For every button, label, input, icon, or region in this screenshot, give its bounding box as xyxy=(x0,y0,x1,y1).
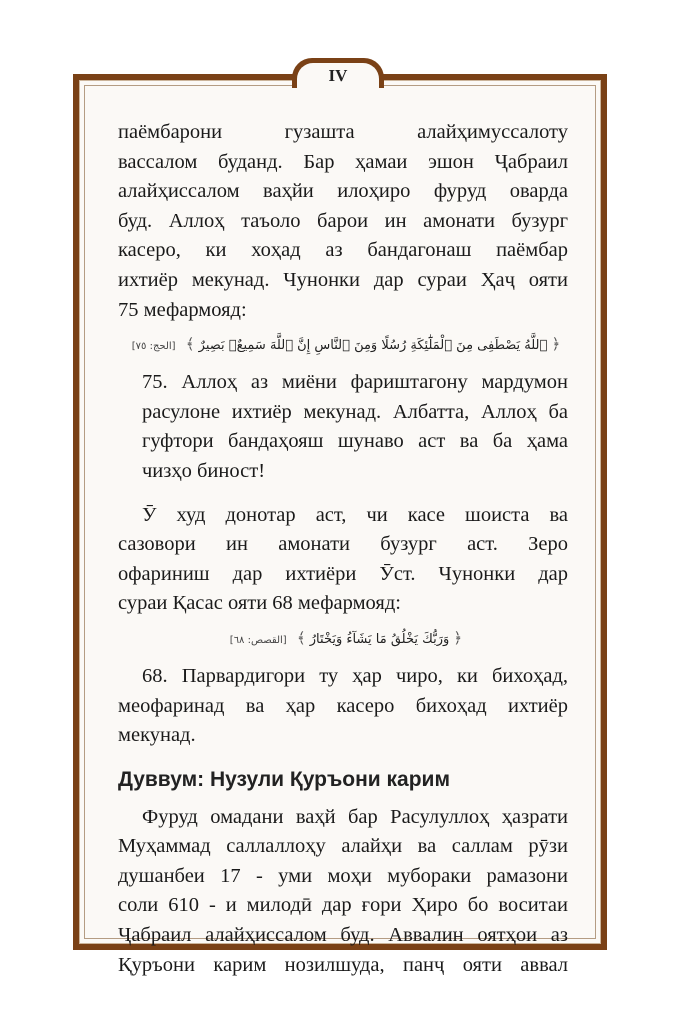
verse-reference: [الحج: ٧٥] xyxy=(131,341,176,353)
text-line: гуфтори бандаҳояш шунаво аст ва ба ҳама xyxy=(142,430,568,453)
paragraph-2 xyxy=(118,368,568,486)
verse-text: ٱللَّهُ يَصْطَفِى مِنَ ٱلْمَلَٰٓئِكَةِ رُسُلًا وَمِنَ ٱلنَّاسِ إِنَّ ٱللَّهَ سَمِيعٌۢ بَصِيرٌ xyxy=(198,338,548,354)
text-line: офариниш дар ихтиёри Ӯст. Чунонки дар xyxy=(118,562,568,585)
paragraph-4 xyxy=(118,662,568,751)
page-number: IV xyxy=(297,63,379,94)
ornament-open-icon: ﴿ xyxy=(551,335,561,354)
text-line: 75 мефармояд: xyxy=(118,298,247,321)
text-line: Муҳаммад саллаллоҳу алайҳи ва саллам рӯзи xyxy=(118,835,568,858)
text-line: 68. Парвардигори ту ҳар чиро, ки бихоҳад, xyxy=(142,664,568,687)
verse-reference: [القصص: ٦٨] xyxy=(229,634,287,646)
text-line: Қуръони карим нозилшуда, панҷ ояти аввал xyxy=(118,953,568,976)
page-content xyxy=(118,118,568,980)
quran-verse-qasas xyxy=(118,625,568,654)
ornament-close-icon: ﴾ xyxy=(296,628,306,647)
text-line: душанбеи 17 - уми моҳи муборaки рамазони xyxy=(118,864,568,887)
text-line: соли 610 - и милодӣ дар ғори Ҳиро бо воситаи xyxy=(118,894,568,917)
paragraph-1 xyxy=(118,118,568,325)
text-line: алайҳиссалом ваҳйи илоҳиро фуруд оварда xyxy=(118,180,568,203)
text-line: буд. Аллоҳ таъоло барои ин амонати бузург xyxy=(118,209,568,232)
paragraph-5 xyxy=(118,803,568,981)
text-line: касеро, ки хоҳад аз бандагонаш паёмбар xyxy=(118,239,568,262)
text-line: расулоне ихтиёр мекунад. Албатта, Аллоҳ ба xyxy=(142,400,568,423)
ornament-open-icon: ﴿ xyxy=(453,628,463,647)
text-line: сураи Қасас ояти 68 мефармояд: xyxy=(118,592,401,615)
ornament-close-icon: ﴾ xyxy=(185,335,195,354)
text-line: мекунад. xyxy=(118,724,196,747)
verse-text: وَرَبُّكَ يَخْلُقُ مَا يَشَآءُ وَيَخْتَارُ xyxy=(309,631,450,647)
paragraph-3 xyxy=(118,501,568,619)
section-heading: Дуввум: Нузули Қуръони карим xyxy=(118,767,451,791)
text-line: чизҳо биност! xyxy=(142,459,266,482)
text-line: ихтиёр мекунад. Чунонки дар сураи Ҳаҷ ояти xyxy=(118,268,568,291)
text-line: Ҷабраил алайҳиссалом буд. Аввалин оятҳои аз xyxy=(118,924,568,947)
text-line: паёмбарони гузашта алайҳимуссалоту xyxy=(118,121,568,143)
page-number-tab xyxy=(292,58,384,88)
text-line: 75. Аллоҳ аз миёни фариштагону мардумон xyxy=(142,371,568,394)
text-line: сазовори ин амонати бузург аст. Зеро xyxy=(118,533,568,556)
text-line: меофаринад ва ҳар касеро бихоҳад ихтиёр xyxy=(118,694,568,717)
text-line: Ӯ худ донотар аст, чи касе шоиста ва xyxy=(142,503,568,526)
text-line: вассалом буданд. Бар ҳамаи эшон Ҷабраил xyxy=(118,150,568,173)
text-line: Фуруд омадани ваҳй бар Расулуллоҳ ҳазрати xyxy=(142,805,568,828)
quran-verse-hajj xyxy=(118,331,568,360)
